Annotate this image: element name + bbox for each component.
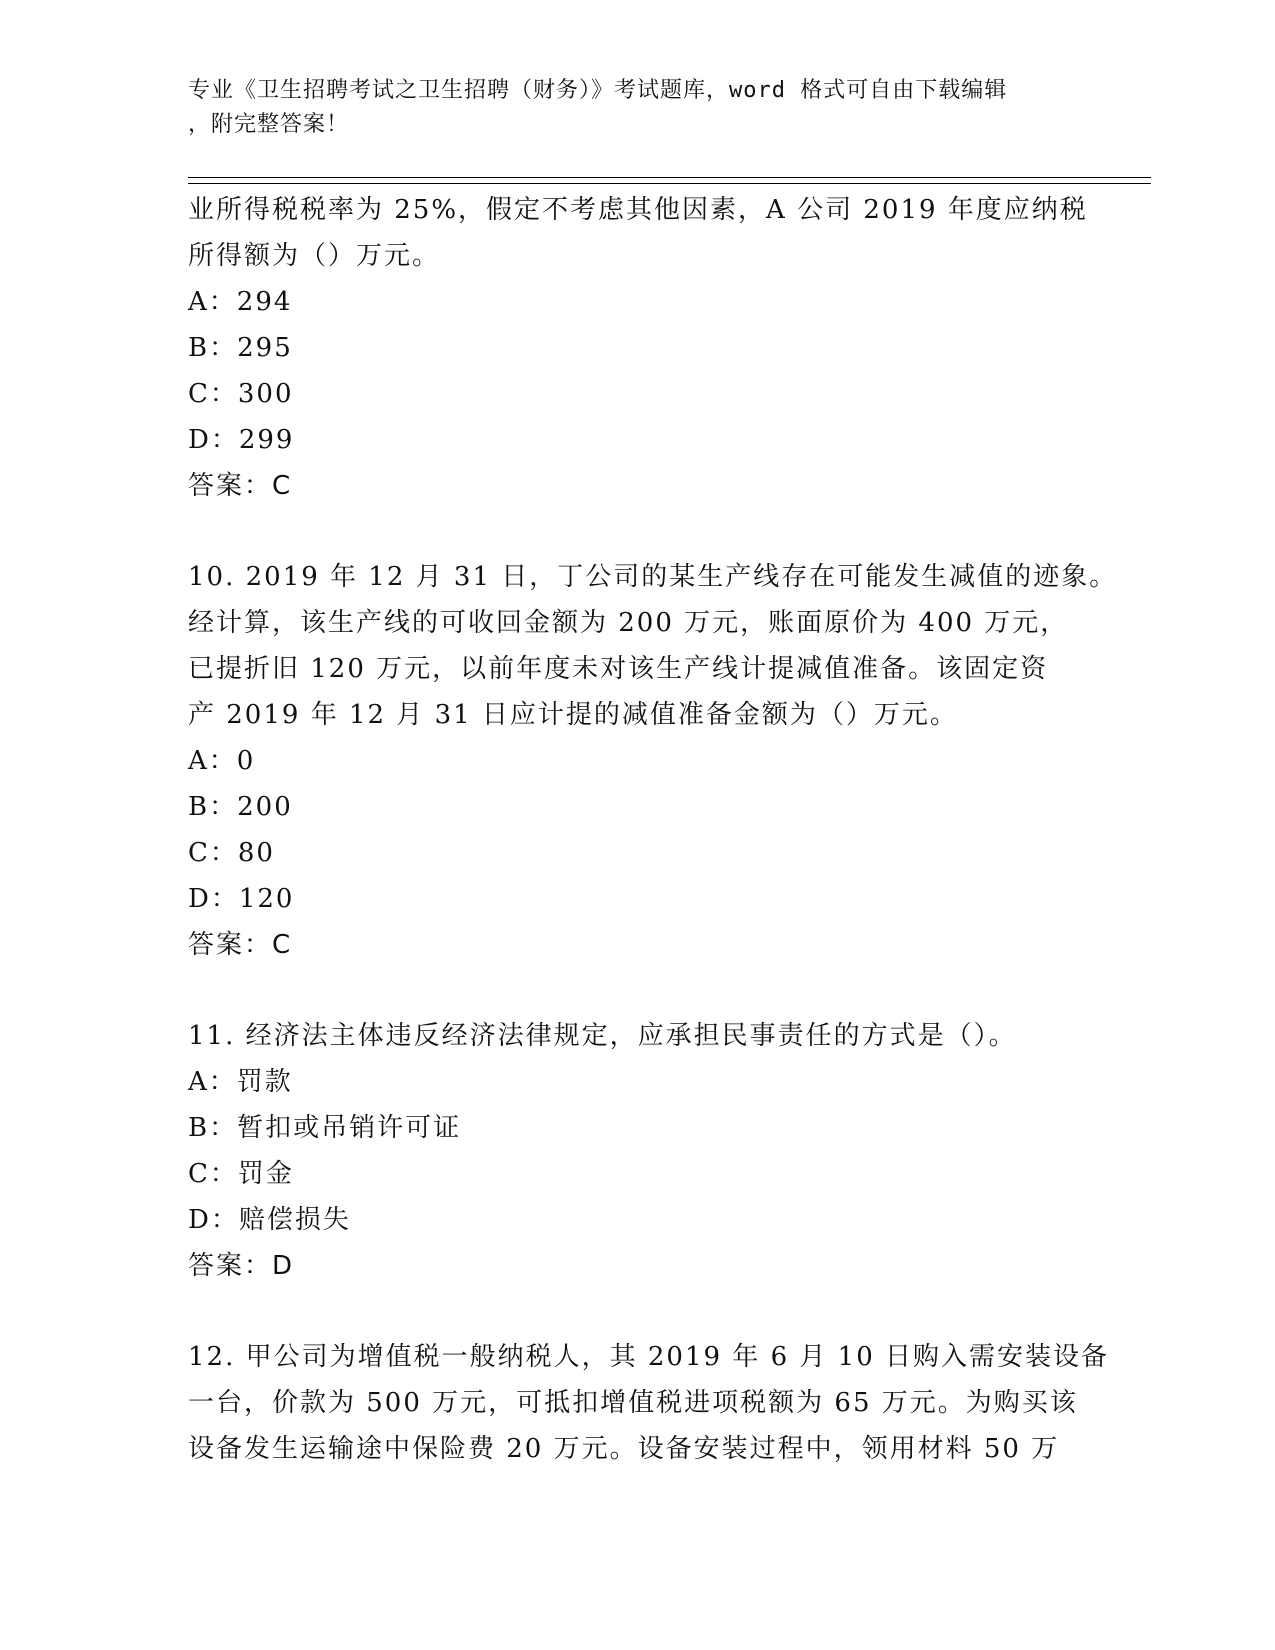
question-text-line: 所得额为（）万元。 [188,241,441,271]
answer: 答案：C [188,930,293,960]
question-text-line: 11. 经济法主体违反经济法律规定，应承担民事责任的方式是（）。 [188,1021,1017,1051]
option-a: A：罚款 [188,1067,293,1097]
question-text-line: 经计算，该生产线的可收回金额为 200 万元，账面原价为 400 万元， [188,608,1069,638]
header-line-1: 专业《卫生招聘考试之卫生招聘（财务）》考试题库，word 格式可自由下载编辑 [188,78,1008,103]
option-b: B：295 [188,333,293,363]
option-c: C：80 [188,838,275,868]
option-a: A：0 [188,746,256,776]
question-text-line: 设备发生运输途中保险费 20 万元。设备安装过程中，领用材料 50 万 [188,1434,1060,1464]
question-12 [188,1334,1109,1472]
answer: 答案：C [188,471,293,501]
question-text-line: 已提折旧 120 万元，以前年度未对该生产线计提减值准备。该固定资 [188,654,1049,684]
option-b: B：暂扣或吊销许可证 [188,1113,462,1143]
question-text-line: 一台，价款为 500 万元，可抵扣增值税进项税额为 65 万元。为购买该 [188,1388,1078,1418]
option-d: D：120 [188,884,295,914]
option-a: A：294 [188,287,293,317]
spacer [188,968,1088,1013]
question-10 [188,554,1118,968]
question-text-line: 业所得税税率为 25%，假定不考虑其他因素，A 公司 2019 年度应纳税 [188,195,1088,225]
option-b: B：200 [188,792,293,822]
option-c: C：罚金 [188,1159,294,1189]
question-11 [188,1013,1088,1289]
option-c: C：300 [188,379,294,409]
spacer [188,509,1088,554]
header-rule-top [188,177,1151,178]
header-line-2: ，附完整答案！ [188,112,350,137]
answer: 答案：D [188,1251,295,1281]
option-d: D：赔偿损失 [188,1205,351,1235]
option-d: D：299 [188,425,295,455]
question-text-line: 产 2019 年 12 月 31 日应计提的减值准备金额为（）万元。 [188,700,958,730]
question-text-line: 10. 2019 年 12 月 31 日，丁公司的某生产线存在可能发生减值的迹象。 [188,562,1118,592]
document-header [188,74,1068,142]
document-content [188,187,1118,1472]
header-rule-bottom [188,183,1151,184]
question-9 [188,187,1088,509]
question-text-line: 12. 甲公司为增值税一般纳税人，其 2019 年 6 月 10 日购入需安装设备 [188,1342,1109,1372]
spacer [188,1289,1088,1334]
